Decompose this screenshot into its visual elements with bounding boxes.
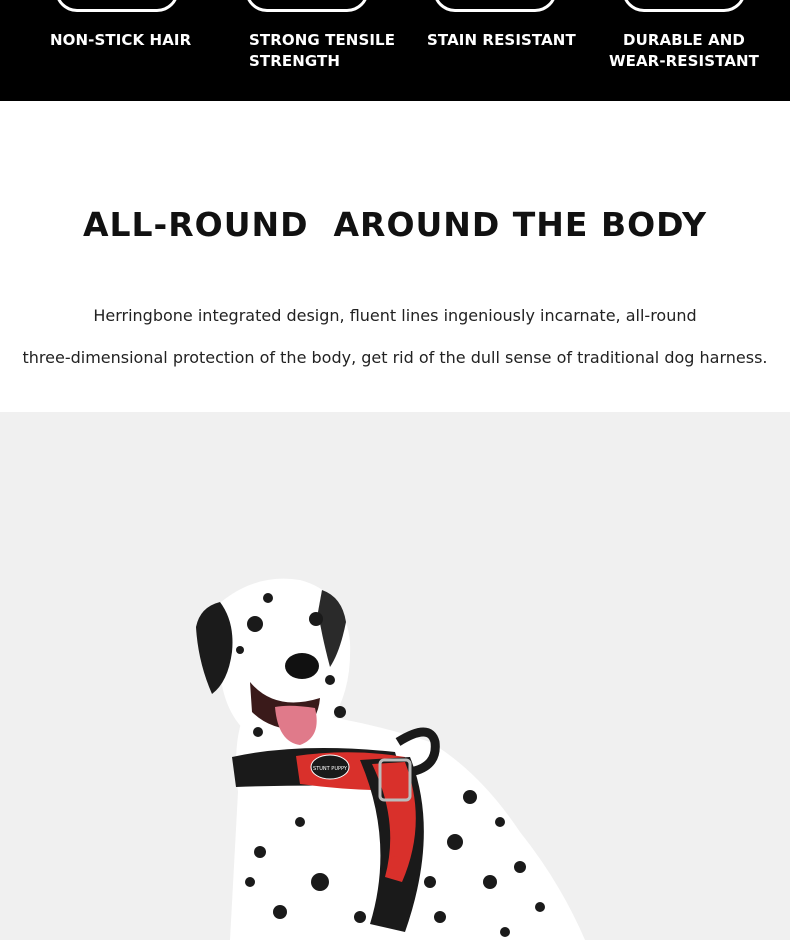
section-headline: ALL-ROUND AROUND THE BODY — [82, 205, 708, 244]
intro-section — [0, 101, 790, 412]
feature-label: STRONG TENSILE STRENGTH — [249, 31, 396, 70]
feature-label: NON-STICK HAIR — [50, 31, 192, 49]
harness-logo-text: STUNT PUPPY — [313, 766, 347, 772]
feature-icon-frame — [433, 0, 557, 12]
feature-icon-frame — [622, 0, 746, 12]
feature-icon-frame — [55, 0, 179, 12]
feature-label: DURABLE AND WEAR-RESISTANT — [608, 31, 760, 70]
dog-eye-right — [309, 612, 323, 626]
section-description-line2: three-dimensional protection of the body, get rid of the dull sense of traditional dog harness. — [22, 348, 768, 367]
harness-side-buckle — [389, 856, 401, 868]
section-description-line1: Herringbone integrated design, fluent lines ingeniously incarnate, all-round — [93, 306, 697, 325]
product-photo-dalmatian-harness — [0, 412, 790, 940]
feature-label: STAIN RESISTANT — [427, 31, 576, 49]
dalmatian-illustration — [0, 412, 790, 940]
dog-eye-left — [247, 616, 263, 632]
feature-strip — [0, 0, 790, 101]
feature-icon-frame — [245, 0, 369, 12]
dog-nose — [285, 653, 319, 679]
